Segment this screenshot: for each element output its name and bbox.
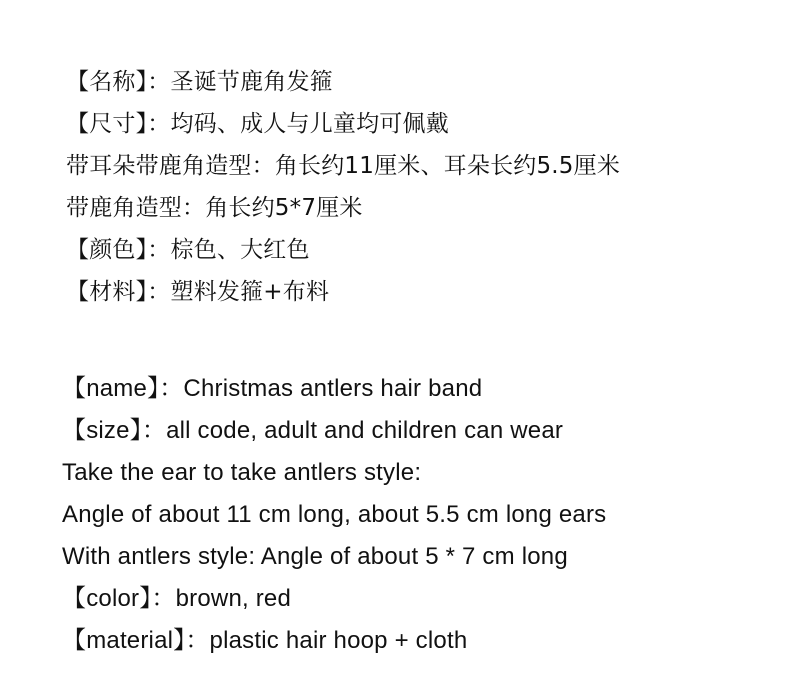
- en-material-line: 【material】：plastic hair hoop + cloth: [62, 627, 468, 654]
- cn-material-line: 【材料】：塑料发箍+布料: [66, 279, 330, 305]
- en-size-line: 【size】：all code, adult and children can wear: [62, 417, 564, 444]
- en-antler-style-line: With antlers style: Angle of about 5 * 7 cm long: [62, 543, 568, 570]
- cn-name-line: 【名称】：圣诞节鹿角发箍: [66, 69, 333, 95]
- en-color-line: 【color】：brown, red: [62, 585, 292, 612]
- cn-size-line: 【尺寸】：均码、成人与儿童均可佩戴: [66, 111, 449, 137]
- cn-color-line: 【颜色】：棕色、大红色: [66, 237, 310, 263]
- en-name-line: 【name】：Christmas antlers hair band: [62, 375, 483, 402]
- en-ear-style-line: Take the ear to take antlers style:: [62, 459, 422, 486]
- en-ear-size-line: Angle of about 11 cm long, about 5.5 cm long ears: [62, 501, 607, 528]
- cn-ear-style-line: 带耳朵带鹿角造型：角长约11厘米、耳朵长约5.5厘米: [66, 153, 621, 179]
- cn-antler-style-line: 带鹿角造型：角长约5*7厘米: [66, 195, 363, 221]
